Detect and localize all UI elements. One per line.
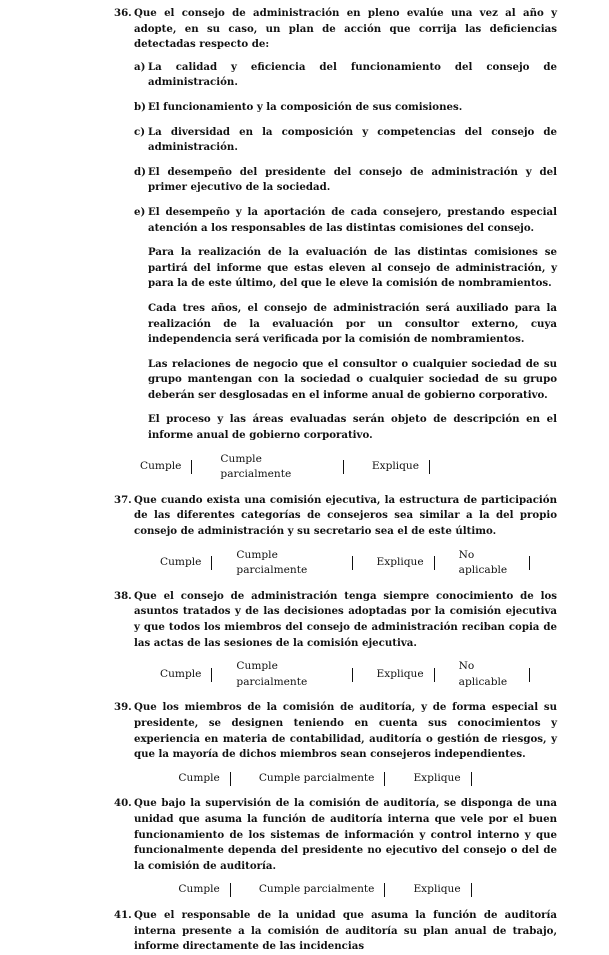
subitem-e	[134, 205, 557, 236]
paragraph: Cada tres años, el consejo de administración será auxiliado para la realización de la evaluación por un consultor externo, cuya independencia será verificada por la comisión de nombramientos.	[148, 301, 557, 346]
option-cumple-parcialmente[interactable]: Cumple parcialmente	[236, 548, 308, 577]
option-explique[interactable]: Explique	[385, 771, 471, 787]
recommendation-40	[114, 796, 557, 874]
subitem-text: La diversidad en la composición y competencias del consejo de administración.	[148, 125, 557, 154]
option-explique[interactable]: Explique	[344, 459, 430, 475]
subitem-letter: c)	[134, 125, 146, 138]
item-number: 41.	[114, 908, 132, 921]
paragraph: El proceso y las áreas evaluadas serán objeto de descripción en el informe anual de gobierno corporativo.	[148, 413, 557, 442]
subitem-text: La calidad y eficiencia del funcionamiento del consejo de administración.	[148, 60, 557, 89]
option-no-aplicable[interactable]: No aplicable	[458, 660, 508, 688]
option-explique[interactable]: Explique	[352, 555, 434, 571]
subitem-text: El funcionamiento y la composición de sus comisiones.	[148, 100, 463, 113]
option-cumple-parcialmente[interactable]: Cumple parcialmente	[236, 660, 308, 688]
compliance-options-39	[130, 771, 510, 787]
paragraph: Para la realización de la evaluación de las distintas comisiones se partirá del informe que estas eleven al consejo de administración, y para la de este último, del que le eleve la comisión de nombramientos.	[148, 246, 557, 290]
item-text: Que bajo la supervisión de la comisión de auditoría, se disponga de una unidad que asuma la función de auditoría interna que vele por el buen funcionamiento de los sistemas de información y control interno y que funcionalmente dependa del presidente no ejecutivo del consejo o del de la comisión de auditoría.	[134, 797, 557, 872]
option-cumple-parcialmente[interactable]: Cumple parcialmente	[231, 771, 386, 787]
compliance-options-36	[130, 452, 430, 483]
item-text: Que el responsable de la unidad que asuma la función de auditoría interna presente a la comisión de auditoría su plan anual de trabajo, informe directamente de las incidencias	[134, 908, 557, 953]
subitem-b	[134, 100, 557, 116]
subitem-text: El desempeño y la aportación de cada consejero, prestando especial atención a los responsables de las distintas comisiones del consejo.	[148, 205, 557, 234]
subitem-a	[134, 60, 557, 91]
option-cumple[interactable]: Cumple	[130, 459, 192, 475]
recommendation-38	[114, 589, 557, 651]
item-number: 37.	[114, 493, 132, 506]
option-cumple[interactable]: Cumple	[168, 882, 230, 898]
item-number: 39.	[114, 701, 132, 714]
subitem-text: El desempeño del presidente del consejo de administración y del primer ejecutivo de la sociedad.	[148, 165, 557, 194]
subitem-letter: d)	[134, 165, 146, 178]
subitem-letter: a)	[134, 60, 146, 73]
option-cumple-parcialmente[interactable]: Cumple parcialmente	[220, 452, 292, 481]
subitem-letter: e)	[134, 205, 146, 218]
item-number: 36.	[114, 7, 132, 19]
subitem-d	[134, 165, 557, 196]
subitem-c	[134, 125, 557, 156]
option-cumple[interactable]: Cumple	[150, 555, 212, 571]
item-text: Que el consejo de administración en pleno evalúe una vez al año y adopte, en su caso, un plan de acción que corrija las deficiencias detectadas respecto de:	[134, 7, 557, 51]
item-text: Que el consejo de administración tenga siempre conocimiento de los asuntos tratados y de las decisiones adoptadas por la comisión ejecutiva y que todos los miembros del consejo de administración reciban copia de las actas de las sesiones de la comisión ejecutiva.	[134, 589, 557, 649]
item-number: 38.	[114, 589, 132, 602]
item-text: Que cuando exista una comisión ejecutiva, la estructura de participación de las diferentes categorías de consejeros sea similar a la del propio consejo de administración y su secretario sea el de este último.	[134, 493, 557, 538]
compliance-options-37	[150, 548, 530, 579]
option-cumple-parcialmente[interactable]: Cumple parcialmente	[231, 882, 386, 898]
recommendation-37	[114, 493, 557, 540]
item-text: Que los miembros de la comisión de auditoría, y de forma especial su presidente, se designen teniendo en cuenta sus conocimientos y experiencia en materia de contabilidad, auditoría o gestión de riesgos, y que la mayoría de dichos miembros sean consejeros independientes.	[134, 701, 557, 761]
compliance-options-40	[130, 882, 510, 898]
recommendation-41	[114, 908, 557, 955]
option-explique[interactable]: Explique	[352, 667, 434, 683]
option-cumple[interactable]: Cumple	[150, 667, 212, 683]
recommendation-36	[114, 6, 557, 53]
paragraph: Las relaciones de negocio que el consultor o cualquier sociedad de su grupo mantengan con la sociedad o cualquier sociedad de su grupo deberán ser desglosadas en el informe anual de gobierno corporativo.	[148, 357, 557, 401]
recommendation-39	[114, 700, 557, 762]
item-number: 40.	[114, 797, 132, 810]
subitem-letter: b)	[134, 100, 146, 113]
option-cumple[interactable]: Cumple	[168, 771, 230, 787]
compliance-options-38	[150, 659, 530, 690]
option-no-aplicable[interactable]: No aplicable	[458, 548, 508, 577]
option-explique[interactable]: Explique	[385, 882, 471, 898]
